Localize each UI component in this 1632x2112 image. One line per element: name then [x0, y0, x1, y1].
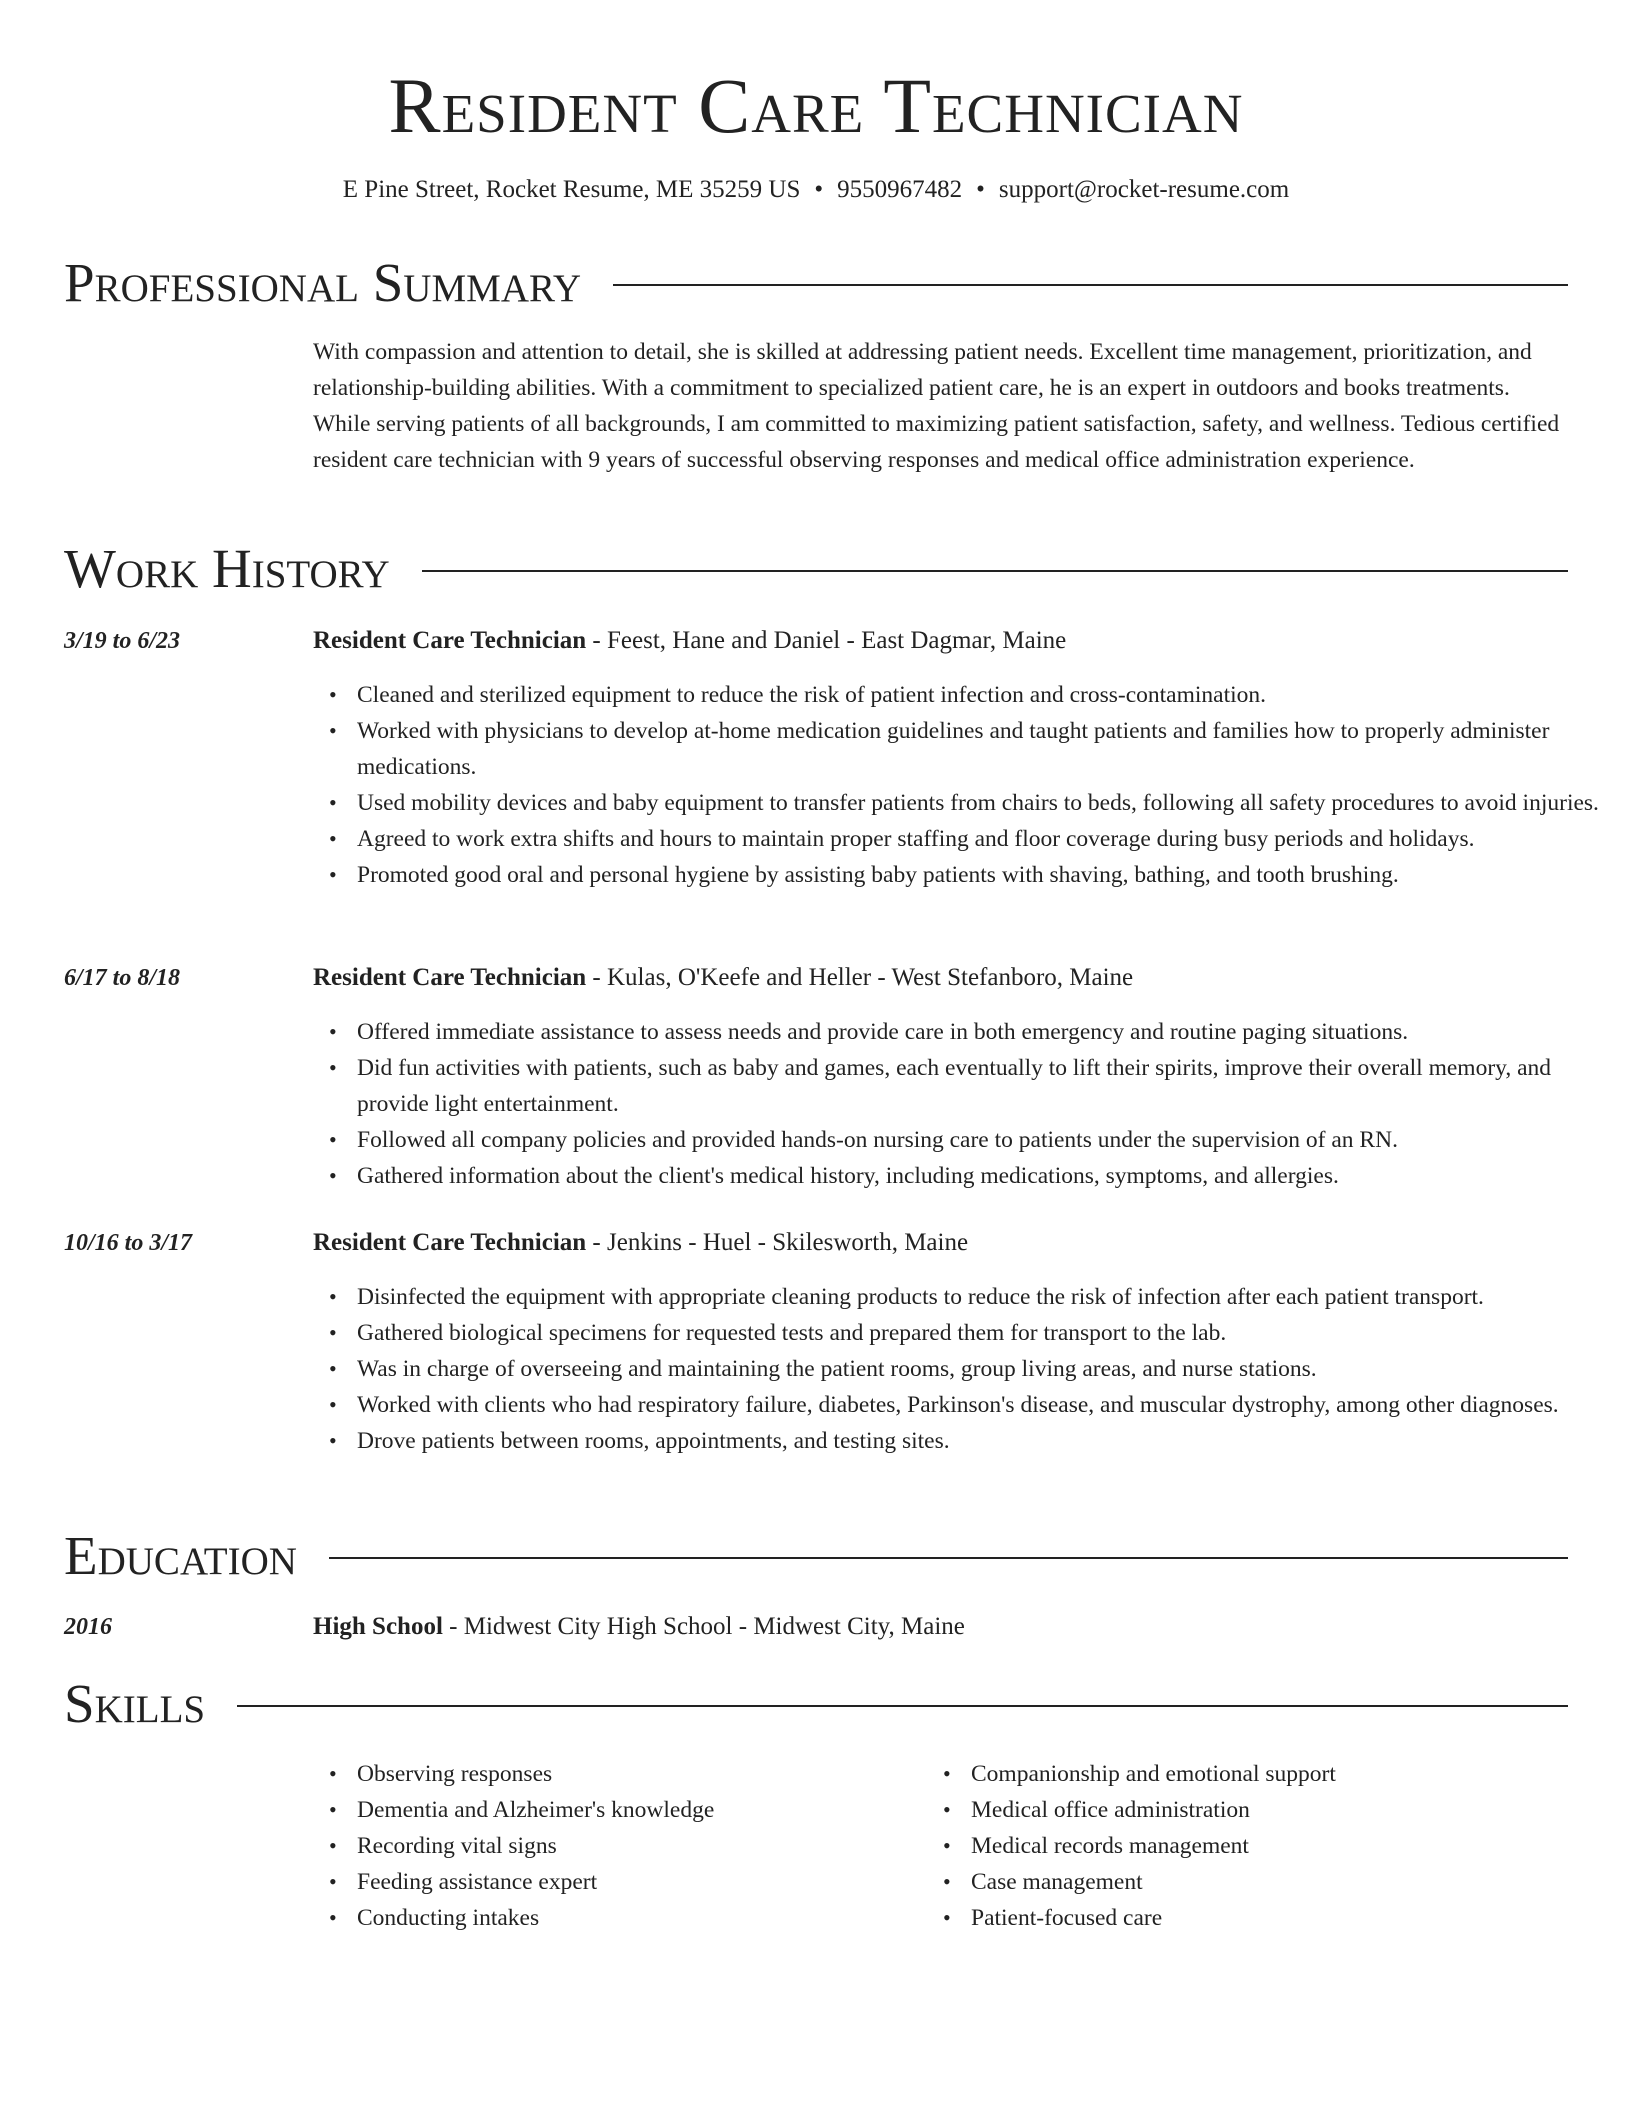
list-item: • Gathered biological specimens for requested tests and prepared them for transport to the lab.	[357, 1315, 1617, 1351]
email: support@rocket-resume.com	[998, 176, 1290, 203]
summary-section-title: Professional Summary	[64, 252, 582, 313]
contact-separator: •	[976, 176, 985, 203]
work-section-header	[64, 534, 1568, 604]
section-divider	[613, 284, 1568, 286]
job-title: Resident Care Technician	[313, 964, 587, 991]
summary-text: With compassion and attention to detail, she is skilled at addressing patient needs. Excellent time management, prioritization, and relationship-building abilities. With a commitment to specialized patient care, he is an expert in outdoors and books treatments. While serving patients of all backgrounds, I am committed to maximizing patient satisfaction, safety, and wellness. Tedious certified resident care technician with 9 years of successful observing responses and medical office administration experience.	[313, 339, 1560, 473]
job-title: Resident Care Technician	[313, 627, 587, 654]
job-dates: 10/16 to 3/17	[64, 1230, 193, 1256]
education-degree: High School	[313, 1613, 443, 1640]
job-heading	[313, 1225, 1583, 1261]
job-bullets	[313, 1014, 1617, 1194]
section-divider	[329, 1557, 1568, 1559]
list-item: • Drove patients between rooms, appointments, and testing sites.	[357, 1423, 1617, 1459]
list-item: • Used mobility devices and baby equipment to transfer patients from chairs to beds, following all safety procedures to avoid injuries.	[357, 785, 1617, 821]
list-item: • Followed all company policies and provided hands-on nursing care to patients under the supervision of an RN.	[357, 1122, 1617, 1158]
education-heading	[313, 1609, 1583, 1645]
address: E Pine Street, Rocket Resume, ME 35259 US	[342, 176, 801, 203]
skills-list-left	[313, 1756, 917, 1936]
list-item: • Gathered information about the client's medical history, including medications, symptoms, and allergies.	[357, 1158, 1617, 1194]
skills-list-right	[927, 1756, 1531, 1936]
education-school: - Midwest City High School - Midwest City, Maine	[442, 1613, 965, 1640]
skill-item: • Conducting intakes	[357, 1900, 917, 1936]
job-employer: - Jenkins - Huel - Skilesworth, Maine	[586, 1229, 969, 1256]
job-employer: - Kulas, O'Keefe and Heller - West Stefanboro, Maine	[586, 964, 1134, 991]
job-heading	[313, 960, 1583, 996]
education-section-title: Education	[64, 1525, 297, 1586]
skills-section-title: Skills	[64, 1673, 206, 1734]
skill-item: • Case management	[971, 1864, 1531, 1900]
work-section-title: Work History	[64, 538, 390, 599]
list-item: • Promoted good oral and personal hygiene by assisting baby patients with shaving, bathing, and tooth brushing.	[357, 857, 1617, 893]
skill-item: • Recording vital signs	[357, 1828, 917, 1864]
skill-item: • Observing responses	[357, 1756, 917, 1792]
list-item: • Worked with physicians to develop at-home medication guidelines and taught patients and families how to properly administer medications.	[357, 713, 1617, 785]
list-item: • Worked with clients who had respiratory failure, diabetes, Parkinson's disease, and muscular dystrophy, among other diagnoses.	[357, 1387, 1617, 1423]
contact-separator: •	[814, 176, 824, 203]
skill-item: • Companionship and emotional support	[971, 1756, 1531, 1792]
education-section-header	[64, 1521, 1568, 1591]
skill-item: • Patient-focused care	[971, 1900, 1531, 1936]
section-divider	[237, 1705, 1568, 1707]
education-year: 2016	[64, 1614, 112, 1640]
section-divider	[422, 570, 1568, 572]
job-employer: - Feest, Hane and Daniel - East Dagmar, Maine	[586, 627, 1067, 654]
list-item: • Disinfected the equipment with appropriate cleaning products to reduce the risk of infection after each patient transport.	[357, 1279, 1617, 1315]
job-bullets	[313, 1279, 1617, 1459]
phone: 9550967482	[837, 176, 963, 203]
job-dates: 3/19 to 6/23	[64, 628, 181, 654]
skills-section-header	[64, 1669, 1568, 1739]
skill-item: • Dementia and Alzheimer's knowledge	[357, 1792, 917, 1828]
list-item: • Offered immediate assistance to assess needs and provide care in both emergency and routine paging situations.	[357, 1014, 1617, 1050]
job-dates: 6/17 to 8/18	[64, 965, 181, 991]
skill-item: • Feeding assistance expert	[357, 1864, 917, 1900]
list-item: • Cleaned and sterilized equipment to reduce the risk of patient infection and cross-contamination.	[357, 677, 1617, 713]
job-bullets	[313, 677, 1617, 893]
job-title: Resident Care Technician	[313, 1229, 587, 1256]
candidate-name: Resident Care Technician	[388, 62, 1244, 149]
job-heading	[313, 623, 1583, 659]
skill-item: • Medical records management	[971, 1828, 1531, 1864]
summary-section-header	[64, 248, 1568, 318]
list-item: • Did fun activities with patients, such as baby and games, each eventually to lift their spirits, improve their overall memory, and provide light entertainment.	[357, 1050, 1617, 1122]
contact-line	[0, 172, 1632, 208]
list-item: • Was in charge of overseeing and maintaining the patient rooms, group living areas, and nurse stations.	[357, 1351, 1617, 1387]
skill-item: • Medical office administration	[971, 1792, 1531, 1828]
list-item: • Agreed to work extra shifts and hours to maintain proper staffing and floor coverage during busy periods and holidays.	[357, 821, 1617, 857]
